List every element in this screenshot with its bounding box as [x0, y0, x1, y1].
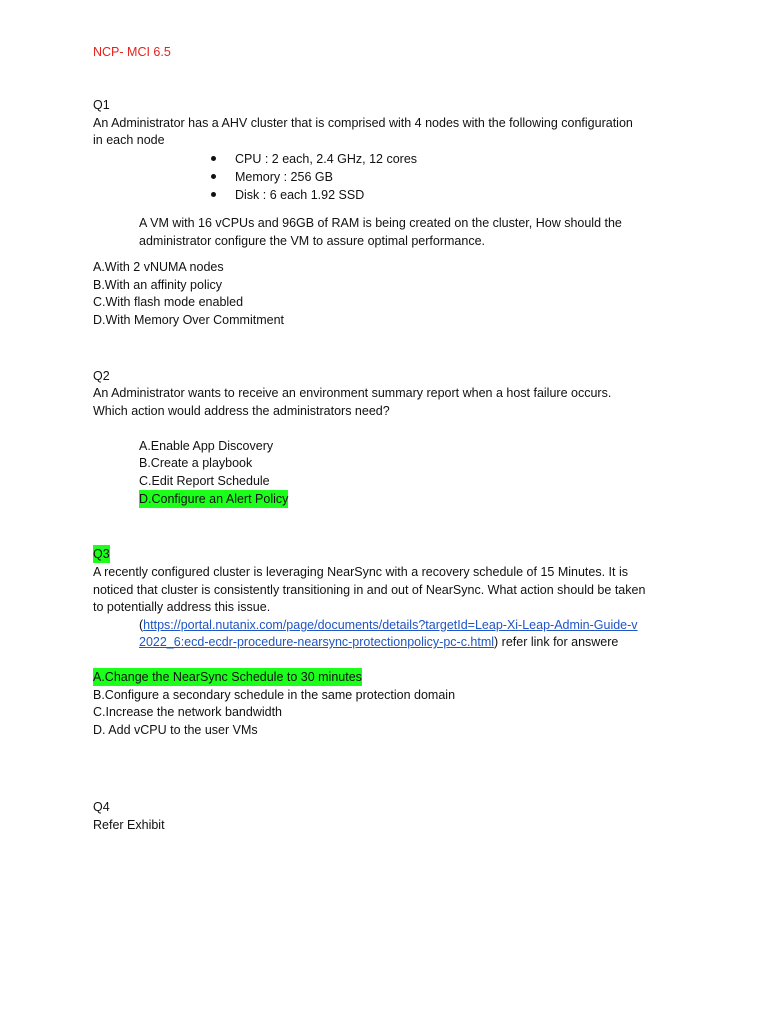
q2-question-line-2: Which action would address the administrators need?	[93, 404, 390, 418]
q3-option-d: D. Add vCPU to the user VMs	[93, 723, 258, 737]
q1-option-b: B.With an affinity policy	[93, 278, 222, 292]
bullet-icon	[211, 192, 216, 197]
q2-question-line-1: An Administrator wants to receive an environment summary report when a host failure occurs.	[93, 386, 612, 400]
q1-detail-line-2: administrator configure the VM to assure optimal performance.	[139, 234, 485, 248]
q3-question-line-2: noticed that cluster is consistently transitioning in and out of NearSync. What action should be taken	[93, 583, 646, 597]
q2-option-c: C.Edit Report Schedule	[139, 474, 270, 488]
q1-spec-text: Memory : 256 GB	[235, 170, 333, 184]
q3-option-c: C.Increase the network bandwidth	[93, 705, 282, 719]
q3-reference-line-2	[139, 633, 618, 651]
q2-label: Q2	[93, 369, 110, 383]
q1-question-line-1: An Administrator has a AHV cluster that is comprised with 4 nodes with the following configuration	[93, 116, 633, 130]
q3-reference-link-part-2[interactable]: 2022_6:ecd-ecdr-procedure-nearsync-protectionpolicy-pc-c.html	[139, 635, 495, 649]
q3-reference-line-1	[139, 616, 638, 634]
bullet-icon	[211, 156, 216, 161]
q4-label: Q4	[93, 800, 110, 814]
q4-question-line-1: Refer Exhibit	[93, 818, 165, 832]
document-header: NCP- MCI 6.5	[93, 45, 171, 59]
q2-option-a: A.Enable App Discovery	[139, 439, 274, 453]
q1-spec-item	[208, 168, 417, 186]
q3-label: Q3	[93, 547, 110, 561]
q3-reference-open-paren: (	[139, 618, 144, 632]
q1-option-c: C.With flash mode enabled	[93, 295, 244, 309]
q3-option-a-answer: A.Change the NearSync Schedule to 30 minutes	[93, 670, 362, 684]
q1-spec-item	[208, 186, 417, 204]
q1-label: Q1	[93, 98, 110, 112]
q2-option-d-answer: D.Configure an Alert Policy	[139, 492, 289, 506]
bullet-icon	[211, 174, 216, 179]
q1-question-line-2: in each node	[93, 133, 165, 147]
q1-spec-item	[208, 150, 417, 168]
q3-question-line-1: A recently configured cluster is leveraging NearSync with a recovery schedule of 15 Minutes. It is	[93, 565, 628, 579]
q3-reference-note: ) refer link for answere	[494, 635, 619, 649]
q1-spec-list	[208, 150, 417, 204]
q1-spec-text: CPU : 2 each, 2.4 GHz, 12 cores	[235, 152, 418, 166]
q1-detail-line-1: A VM with 16 vCPUs and 96GB of RAM is being created on the cluster, How should the	[139, 216, 622, 230]
q1-spec-text: Disk : 6 each 1.92 SSD	[235, 188, 365, 202]
q1-option-d: D.With Memory Over Commitment	[93, 313, 284, 327]
q3-option-b: B.Configure a secondary schedule in the same protection domain	[93, 688, 456, 702]
q3-reference-link-part-1[interactable]: https://portal.nutanix.com/page/documents/details?targetId=Leap-Xi-Leap-Admin-Guide-v	[143, 618, 638, 632]
q2-option-b: B.Create a playbook	[139, 456, 253, 470]
q3-question-line-3: to potentially address this issue.	[93, 600, 271, 614]
q1-option-a: A.With 2 vNUMA nodes	[93, 260, 224, 274]
